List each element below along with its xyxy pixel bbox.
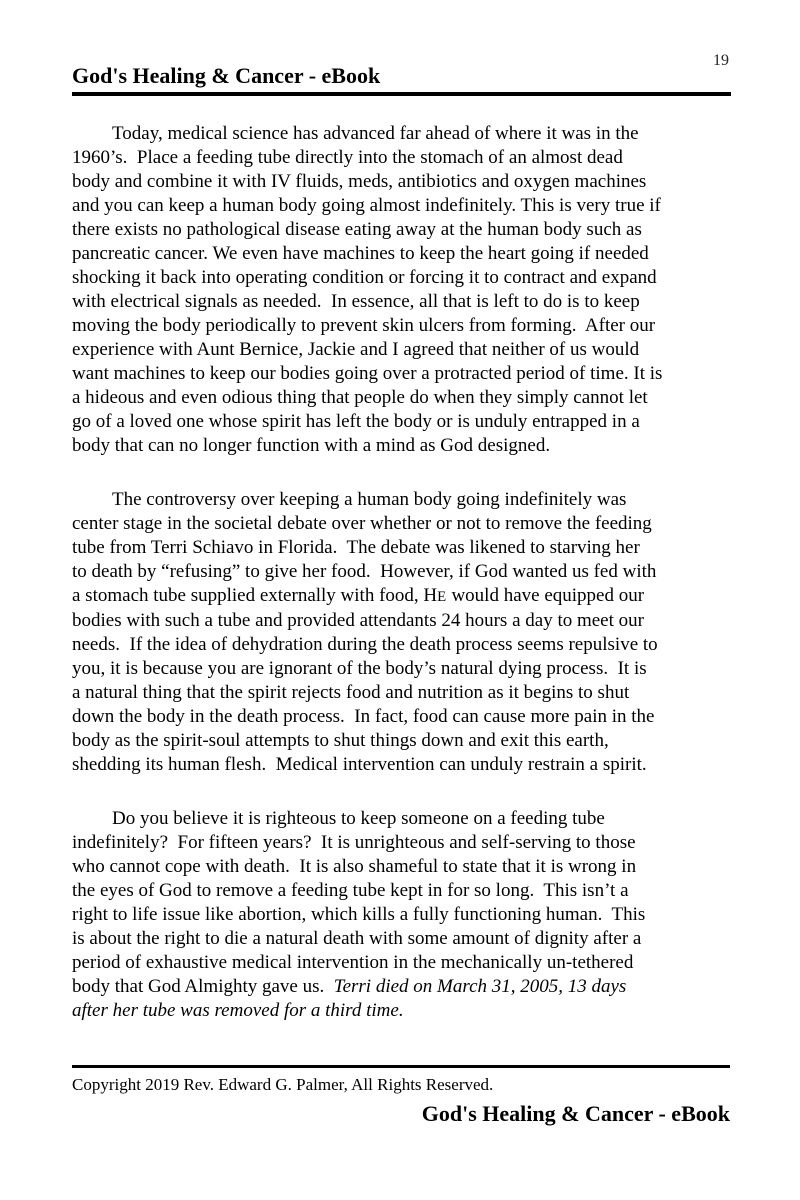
text-run: to death by “refusing” to give her food. However, if God wanted us fed with xyxy=(72,561,657,582)
text-run: pancreatic cancer. We even have machines to keep the heart going if needed xyxy=(72,243,649,264)
text-run: with electrical signals as needed. In essence, all that is left to do is to keep xyxy=(72,291,640,312)
page-footer xyxy=(72,1065,730,1126)
text-run: indefinitely? For fifteen years? It is unrighteous and self-serving to those xyxy=(72,832,636,853)
text-run: experience with Aunt Bernice, Jackie and I agreed that neither of us would xyxy=(72,339,640,360)
body-paragraphs xyxy=(72,122,732,1053)
text-run: moving the body periodically to prevent skin ulcers from forming. After our xyxy=(72,315,656,336)
text-run: Do you believe it is righteous to keep someone on a feeding tube xyxy=(112,808,605,829)
text-run: who cannot cope with death. It is also shameful to state that it is wrong in xyxy=(72,856,637,877)
text-run: shedding its human flesh. Medical intervention can unduly restrain a spirit. xyxy=(72,754,647,775)
text-run: the eyes of God to remove a feeding tube kept in for so long. This isn’t a xyxy=(72,880,629,901)
text-run: a stomach tube supplied externally with food, H xyxy=(72,585,438,606)
text-run: center stage in the societal debate over whether or not to remove the feeding xyxy=(72,513,652,534)
text-run: down the body in the death process. In fact, food can cause more pain in the xyxy=(72,706,655,727)
smallcaps-text-run: E xyxy=(437,589,447,605)
text-run: The controversy over keeping a human body going indefinitely was xyxy=(112,489,627,510)
text-run: bodies with such a tube and provided attendants 24 hours a day to meet our xyxy=(72,610,644,631)
footer-title: God's Healing & Cancer - eBook xyxy=(421,1101,730,1126)
text-run: shocking it back into operating condition or forcing it to contract and expand xyxy=(72,267,657,288)
header-rule xyxy=(72,92,731,96)
text-run: body and combine it with IV fluids, meds, antibiotics and oxygen machines xyxy=(72,171,647,192)
text-run: 1960’s. Place a feeding tube directly into the stomach of an almost dead xyxy=(72,147,623,168)
text-run: a hideous and even odious thing that people do when they simply cannot let xyxy=(72,387,648,408)
text-run: right to life issue like abortion, which kills a fully functioning human. This xyxy=(72,904,646,925)
text-run: go of a loved one whose spirit has left the body or is unduly entrapped in a xyxy=(72,411,640,432)
copyright-line: Copyright 2019 Rev. Edward G. Palmer, All Rights Reserved. xyxy=(72,1075,494,1094)
italic-text-run: Terri died on March 31, 2005, 13 days xyxy=(333,976,627,997)
text-run: body that can no longer function with a mind as God designed. xyxy=(72,435,551,456)
text-run: and you can keep a human body going almost indefinitely. This is very true if xyxy=(72,195,661,216)
footer-rule xyxy=(72,1065,730,1068)
text-run: period of exhaustive medical intervention in the mechanically un-tethered xyxy=(72,952,634,973)
text-run: body that God Almighty gave us. xyxy=(72,976,334,997)
italic-text-run: after her tube was removed for a third time. xyxy=(72,1000,404,1021)
text-run: is about the right to die a natural death with some amount of dignity after a xyxy=(72,928,642,949)
text-run: want machines to keep our bodies going over a protracted period of time. It is xyxy=(72,363,663,384)
paragraph xyxy=(72,122,732,458)
text-run: tube from Terri Schiavo in Florida. The debate was likened to starving her xyxy=(72,537,640,558)
paragraph xyxy=(72,488,732,777)
text-run: needs. If the idea of dehydration during the death process seems repulsive to xyxy=(72,634,658,655)
text-run: a natural thing that the spirit rejects food and nutrition as it begins to shut xyxy=(72,682,630,703)
header-title: God's Healing & Cancer - eBook xyxy=(72,63,381,88)
text-run: Today, medical science has advanced far ahead of where it was in the xyxy=(112,123,639,144)
paragraph xyxy=(72,807,732,1023)
text-run: body as the spirit-soul attempts to shut things down and exit this earth, xyxy=(72,730,609,751)
text-run: there exists no pathological disease eating away at the human body such as xyxy=(72,219,642,240)
text-run: you, it is because you are ignorant of the body’s natural dying process. It is xyxy=(72,658,647,679)
page-number: 19 xyxy=(713,52,729,69)
text-run: would have equipped our xyxy=(446,585,645,606)
